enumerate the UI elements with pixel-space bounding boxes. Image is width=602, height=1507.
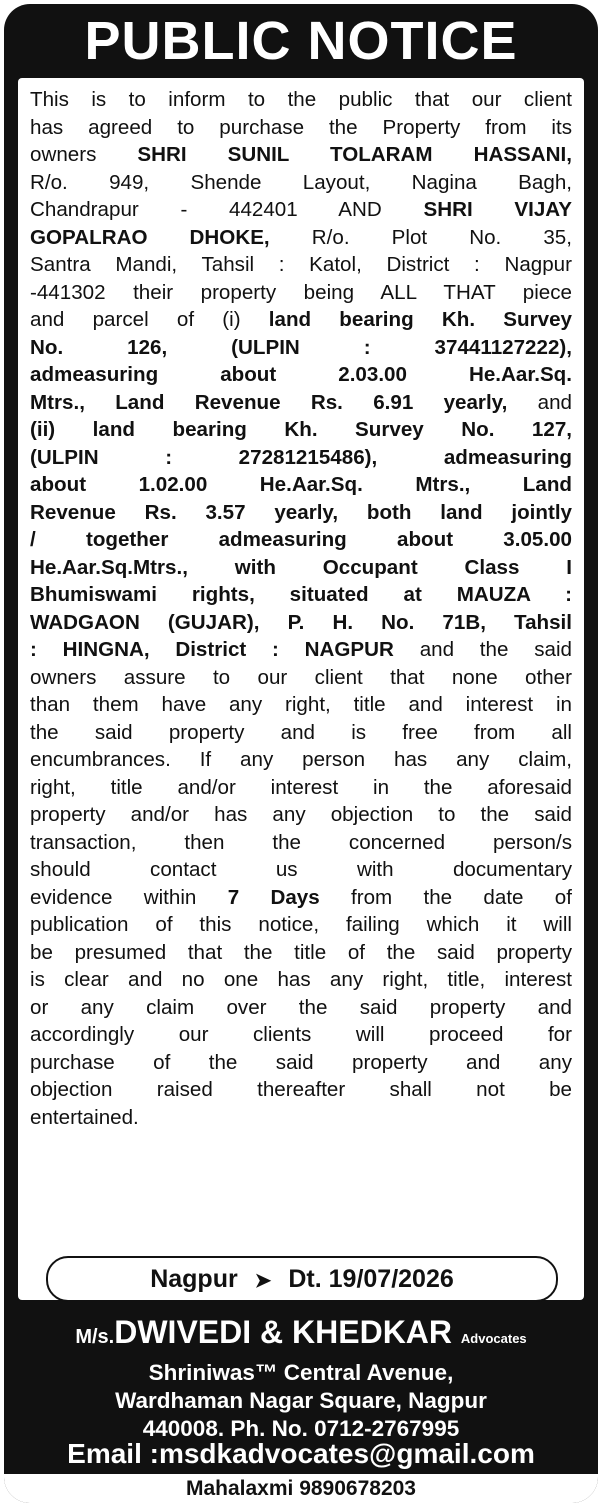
body-line: GOPALRAO DHOKE, R/o. Plot No. 35, — [30, 225, 572, 249]
body-line: Santra Mandi, Tahsil : Katol, District : Nagpur — [30, 253, 572, 276]
body-line: than them have any right, title and interest in — [30, 693, 572, 716]
notice-text — [30, 86, 572, 1131]
body-line: encumbrances. If any person has any claim, — [30, 748, 572, 771]
body-line: accordingly our clients will proceed for — [30, 1023, 572, 1046]
body-line: the said property and is free from all — [30, 720, 572, 744]
body-line: entertained. — [30, 1105, 139, 1129]
firm-name-line — [4, 1312, 598, 1359]
body-line: right, title and/or interest in the aforesaid — [30, 775, 572, 799]
body-line: about 1.02.00 He.Aar.Sq. Mtrs., Land — [30, 473, 572, 496]
body-line: Revenue Rs. 3.57 yearly, both land jointly — [30, 500, 572, 524]
body-line: is clear and no one has any right, title, interest — [30, 968, 572, 991]
body-line: R/o. 949, Shende Layout, Nagina Bagh, — [30, 170, 572, 194]
contact-strip — [4, 1474, 598, 1503]
place-date-bar — [46, 1256, 558, 1302]
body-line: WADGAON (GUJAR), P. H. No. 71B, Tahsil — [30, 610, 572, 634]
owner-name-2: SHRI VIJAY — [423, 198, 572, 221]
body-line: This is to inform to the public that our client — [30, 88, 572, 111]
body-line: owners SHRI SUNIL TOLARAM HASSANI, — [30, 143, 572, 166]
public-notice — [4, 4, 598, 1503]
notice-body — [18, 78, 584, 1300]
body-line: objection raised thereafter shall not be — [30, 1078, 572, 1101]
body-line: owners assure to our client that none other — [30, 665, 572, 689]
body-line: should contact us with documentary — [30, 858, 572, 881]
address-line-3: 440008. Ph. No. 0712-2767995 — [142, 1416, 460, 1441]
address-line-1: Shriniwas™ Central Avenue, — [148, 1360, 454, 1385]
body-line: be presumed that the title of the said property — [30, 940, 572, 964]
notice-title: PUBLIC NOTICE — [84, 11, 518, 71]
body-line: Bhumiswami rights, situated at MAUZA : — [30, 583, 572, 606]
body-line: Mtrs., Land Revenue Rs. 6.91 yearly, and — [30, 390, 573, 414]
body-line: has agreed to purchase the Property from its — [30, 115, 572, 139]
body-line: publication of this notice, failing which it will — [30, 913, 572, 936]
body-line: (ii) land bearing Kh. Survey No. 127, — [30, 418, 572, 441]
firm-name: DWIVEDI & KHEDKAR — [114, 1314, 453, 1350]
firm-prefix: M/s. — [75, 1326, 115, 1348]
body-line: or any claim over the said property and — [30, 995, 572, 1019]
body-line: / together admeasuring about 3.05.00 — [30, 528, 572, 551]
arrow-icon: ➤ — [254, 1270, 272, 1292]
body-line: Chandrapur - 442401 AND SHRI VIJAY — [30, 198, 572, 221]
owner-name-1: SHRI SUNIL TOLARAM HASSANI, — [137, 143, 572, 166]
body-line: and parcel of (i) land bearing Kh. Survey — [30, 308, 572, 331]
body-line: : HINGNA, District : NAGPUR and the said — [30, 638, 572, 661]
body-line: No. 126, (ULPIN : 37441127222), — [30, 335, 572, 359]
body-line: admeasuring about 2.03.00 He.Aar.Sq. — [30, 363, 572, 386]
place: Nagpur — [150, 1265, 238, 1293]
body-line: (ULPIN : 27281215486), admeasuring — [30, 445, 572, 469]
notice-date: Dt. 19/07/2026 — [288, 1265, 454, 1293]
body-line: property and/or has any objection to the said — [30, 803, 572, 826]
firm-suffix: Advocates — [460, 1331, 527, 1346]
advocate-block — [4, 1304, 598, 1446]
contact-name-phone: Mahalaxmi 9890678203 — [185, 1477, 416, 1500]
body-line: evidence within 7 Days from the date of — [30, 885, 572, 909]
body-line: He.Aar.Sq.Mtrs., with Occupant Class I — [30, 555, 572, 579]
body-line: -441302 their property being ALL THAT piece — [30, 280, 572, 304]
body-line: purchase of the said property and any — [30, 1050, 572, 1074]
body-line: transaction, then the concerned person/s — [30, 830, 572, 854]
email-line: Email :msdkadvocates@gmail.com — [67, 1438, 535, 1469]
address-line-2: Wardhaman Nagar Square, Nagpur — [115, 1388, 487, 1413]
